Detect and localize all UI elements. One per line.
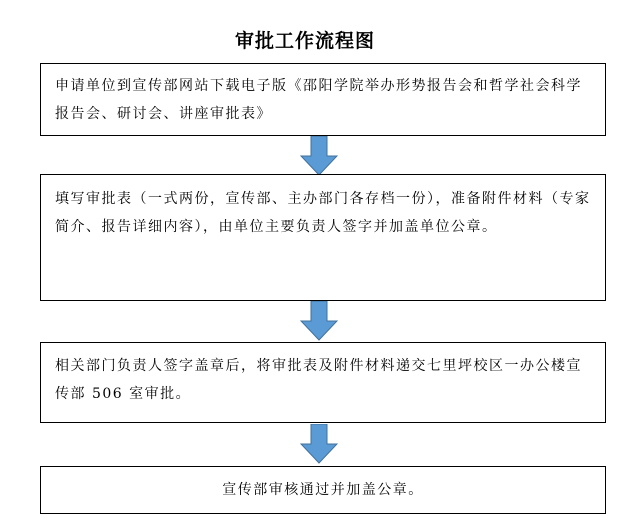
step-3-box xyxy=(40,342,606,423)
down-arrow-icon xyxy=(300,301,338,341)
step-2-text: 填写审批表（一式两份，宣传部、主办部门各存档一份），准备附件材料（专家简介、报告详细内容），由单位主要负责人签字并加盖单位公章。 xyxy=(55,191,591,235)
step-1-text: 申请单位到宣传部网站下载电子版《邵阳学院举办形势报告会和哲学社会科学报告会、研讨会、讲座审批表》 xyxy=(55,78,582,122)
step-3-text: 相关部门负责人签字盖章后，将审批表及附件材料递交七里坪校区一办公楼宣传部 506 室审批。 xyxy=(55,358,582,402)
step-4-box xyxy=(40,466,606,514)
down-arrow-icon xyxy=(300,136,338,176)
down-arrow-icon xyxy=(300,424,338,464)
step-1-box xyxy=(40,63,606,136)
diagram-title: 审批工作流程图 xyxy=(234,30,375,52)
step-4-text: 宣传部审核通过并加盖公章。 xyxy=(222,482,424,498)
step-2-box xyxy=(40,174,606,301)
